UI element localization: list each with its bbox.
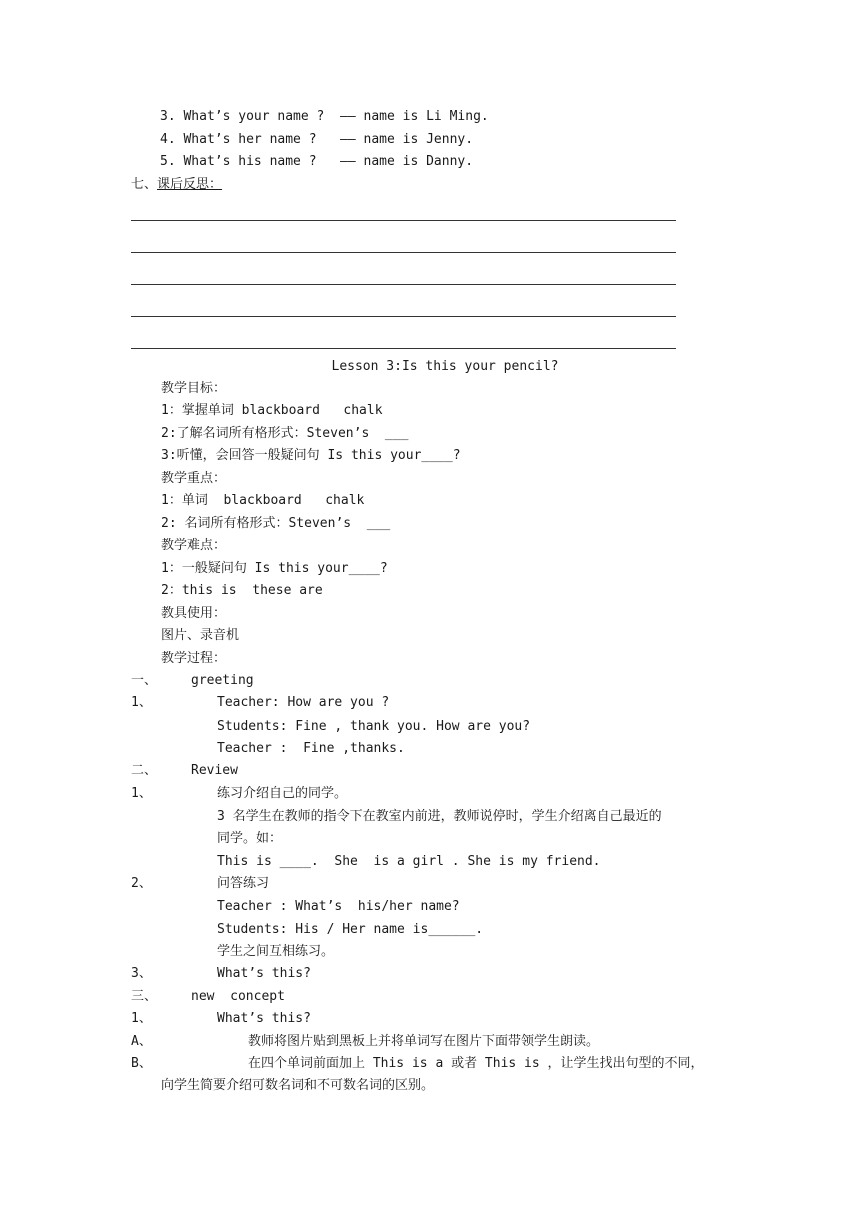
key-point-1: 1：单词 blackboard chalk (161, 493, 365, 508)
process-text: What’s this? (217, 966, 311, 981)
process-text: 向学生简要介绍可数名词和不可数名词的区别。 (161, 1078, 435, 1093)
process-num: 2、 (131, 876, 152, 891)
key-points-heading: 教学重点： (161, 471, 227, 486)
process-text: 在四个单词前面加上 This is a 或者 This is ，让学生找出句型的不同， (248, 1056, 704, 1071)
process-num: 二、 (131, 763, 158, 778)
difficulty-2: 2：this is these are (161, 583, 323, 598)
answer-line-5: 5. What’s his name ? —— name is Danny. (160, 154, 474, 169)
reflection-label: 课后反思： (157, 177, 223, 192)
process-text: Teacher : Fine ,thanks. (217, 741, 405, 756)
process-text: 学生之间互相练习。 (217, 944, 335, 959)
process-text: Teacher : What’s his/her name? (217, 899, 460, 914)
reflection-blank-line-3 (131, 284, 676, 285)
lesson-title: Lesson 3:Is this your pencil? (331, 359, 559, 374)
difficulties-heading: 教学难点： (161, 538, 227, 553)
answer-line-4: 4. What’s her name ? —— name is Jenny. (160, 132, 474, 147)
difficulty-1: 1：一般疑问句 Is this your____? (161, 561, 388, 576)
process-text: 同学。如： (217, 831, 283, 846)
process-num: 1、 (131, 786, 152, 801)
reflection-blank-line-2 (131, 252, 676, 253)
process-text: 练习介绍自己的同学。 (217, 786, 348, 801)
process-text: Teacher: How are you ? (217, 695, 390, 710)
answer-line-3: 3. What’s your name ? —— name is Li Ming. (160, 109, 489, 124)
process-num: 1、 (131, 695, 152, 710)
tools-text: 图片、录音机 (161, 628, 240, 643)
process-heading: 教学过程： (161, 651, 227, 666)
reflection-blank-line-1 (131, 220, 676, 221)
objectives-heading: 教学目标： (161, 381, 227, 396)
process-text: 教师将图片贴到黑板上并将单词写在图片下面带领学生朗读。 (248, 1034, 600, 1049)
objective-1: 1：掌握单词 blackboard chalk (161, 403, 383, 418)
process-num: 3、 (131, 966, 152, 981)
reflection-heading (131, 176, 222, 194)
process-text: 问答练习 (217, 876, 270, 891)
process-num: B、 (131, 1056, 152, 1071)
process-num: 三、 (131, 989, 158, 1004)
tools-heading: 教具使用： (161, 606, 227, 621)
key-point-2: 2: 名词所有格形式：Steven’s ___ (161, 516, 391, 531)
reflection-prefix: 七、 (131, 177, 158, 192)
objective-2: 2:了解名词所有格形式：Steven’s ___ (161, 426, 409, 441)
process-text: Students: His / Her name is______. (217, 922, 484, 937)
reflection-blank-line-5 (131, 348, 676, 349)
process-text: greeting (191, 673, 254, 688)
process-num: 一、 (131, 673, 158, 688)
process-text: What’s this? (217, 1011, 311, 1026)
objective-3: 3:听懂，会回答一般疑问句 Is this your____? (161, 448, 461, 463)
process-text: new concept (191, 989, 285, 1004)
process-text: 3 名学生在教师的指令下在教室内前进，教师说停时，学生介绍离自己最近的 (217, 809, 662, 824)
process-num: 1、 (131, 1011, 152, 1026)
process-num: A、 (131, 1034, 152, 1049)
process-text: This is ____. She is a girl . She is my friend. (217, 854, 601, 869)
process-text: Students: Fine , thank you. How are you? (217, 719, 531, 734)
reflection-blank-line-4 (131, 316, 676, 317)
process-text: Review (191, 763, 238, 778)
